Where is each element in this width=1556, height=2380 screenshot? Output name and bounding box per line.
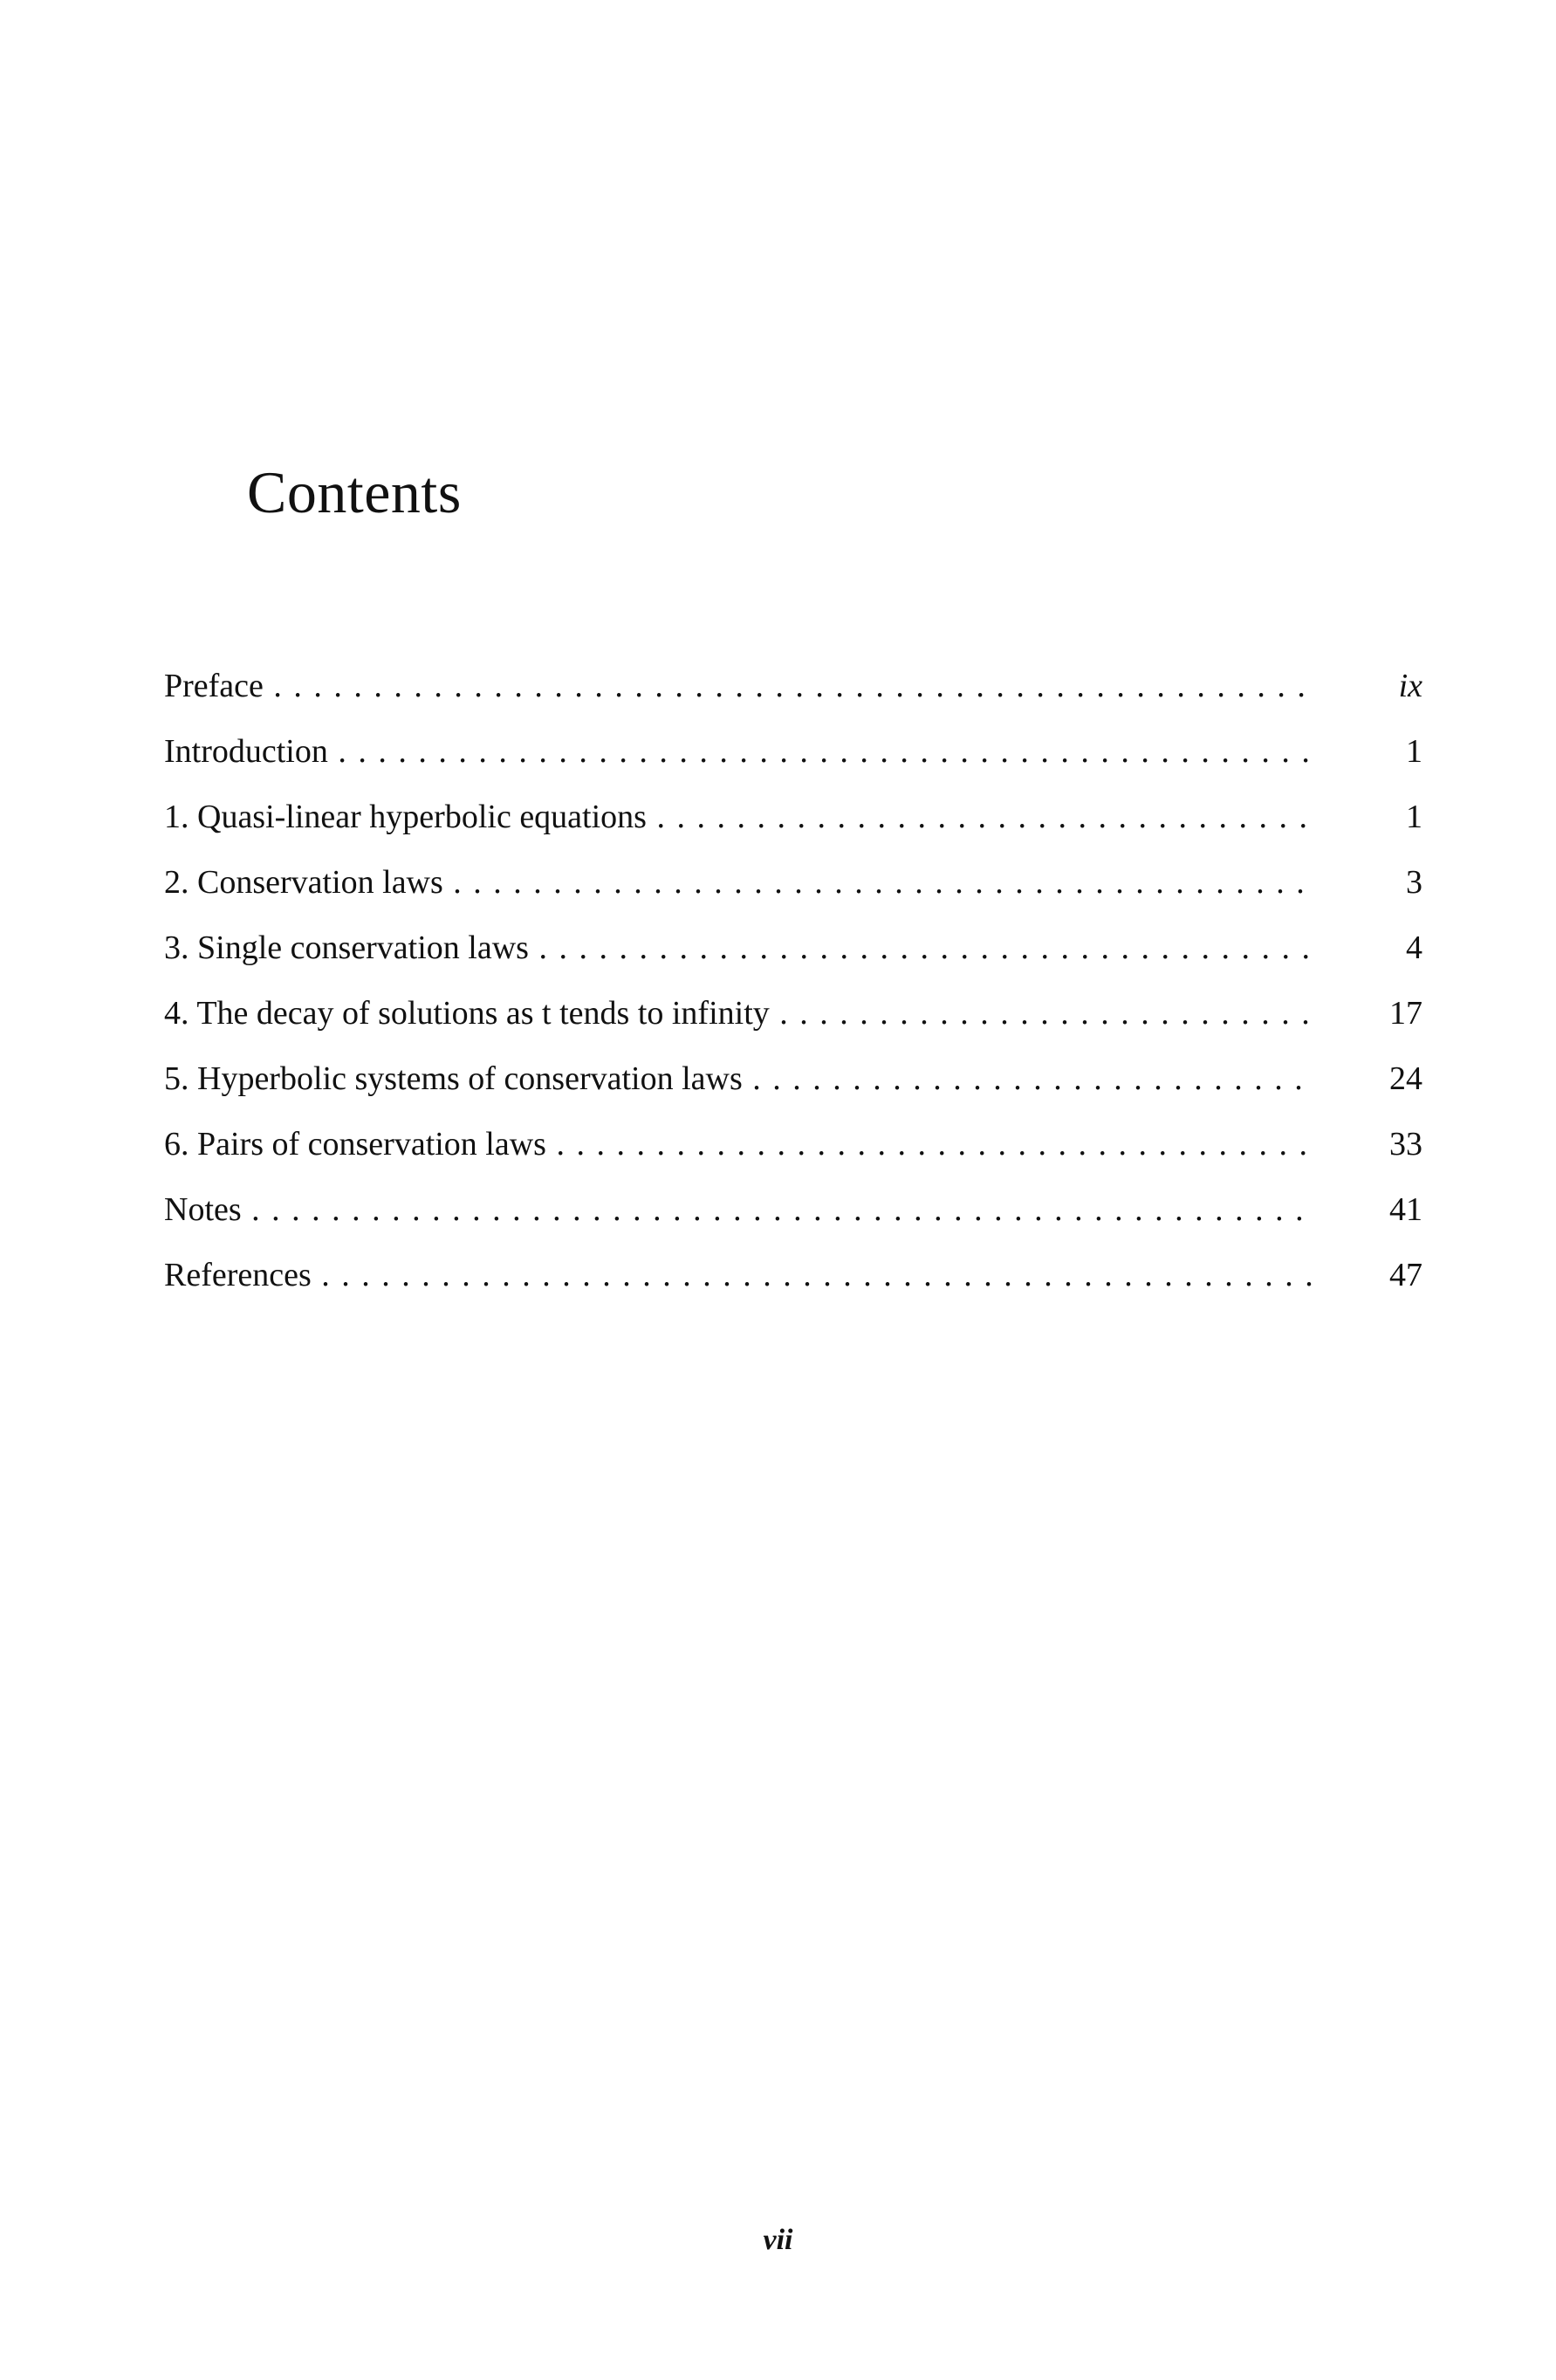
toc-entry-title: 4. The decay of solutions as t tends to infinity . . . [164, 989, 1314, 1038]
toc-page-number: 3 [1406, 864, 1422, 901]
toc-entry-chapter-1 [164, 792, 1422, 858]
toc-entry-title: References . . . [164, 1251, 1314, 1300]
toc-entry-chapter-3 [164, 923, 1422, 989]
toc-entry-title: 6. Pairs of conservation laws . . . [164, 1120, 1314, 1169]
toc-entry-chapter-4 [164, 989, 1422, 1054]
toc-page-number: 1 [1406, 799, 1422, 835]
toc-entry-title: 2. Conservation laws . . . [164, 858, 1314, 907]
toc-page-number: 33 [1389, 1126, 1422, 1163]
table-of-contents [164, 662, 1422, 1316]
toc-entry-introduction [164, 727, 1422, 792]
toc-entry-preface [164, 662, 1422, 727]
toc-entry-chapter-6 [164, 1120, 1422, 1185]
toc-page-number: 41 [1389, 1191, 1422, 1228]
toc-entry-notes [164, 1185, 1422, 1251]
toc-page-number: 24 [1389, 1060, 1422, 1097]
toc-page-number: ix [1398, 668, 1422, 704]
toc-entry-title: Notes . . . [164, 1185, 1314, 1234]
toc-entry-title: Preface . . . [164, 662, 1314, 710]
toc-entry-title: Introduction . . . [164, 727, 1314, 776]
toc-page-number: 17 [1389, 995, 1422, 1032]
toc-entry-title: 1. Quasi-linear hyperbolic equations . . . [164, 792, 1314, 841]
toc-entry-title: 5. Hyperbolic systems of conservation laws . . . [164, 1054, 1314, 1103]
toc-entry-chapter-2 [164, 858, 1422, 923]
toc-page-number: 47 [1389, 1257, 1422, 1293]
page-title: Contents [247, 459, 462, 525]
toc-entry-title: 3. Single conservation laws . . . [164, 923, 1314, 972]
toc-entry-references [164, 1251, 1422, 1316]
toc-entry-chapter-5 [164, 1054, 1422, 1120]
page-number: vii [763, 2224, 793, 2256]
toc-page-number: 4 [1406, 929, 1422, 966]
toc-page-number: 1 [1406, 733, 1422, 770]
